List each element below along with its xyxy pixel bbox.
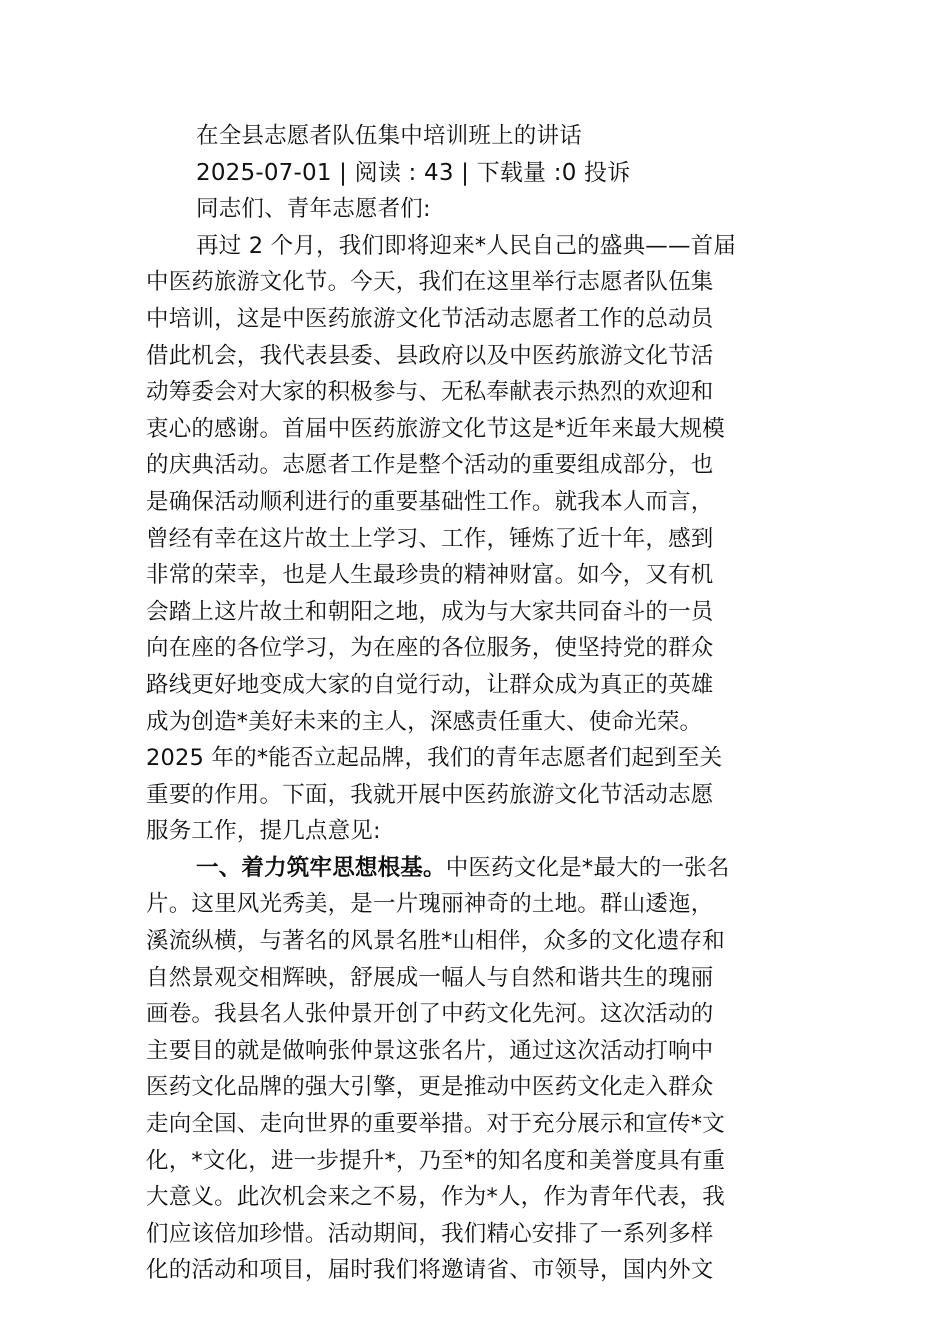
document-meta: 2025-07-01 | 阅读 : 43 | 下载量 :0 投诉 — [196, 159, 631, 186]
paragraph-line: 片。这里风光秀美，是一片瑰丽神奇的土地。群山逶迤， — [146, 891, 714, 918]
paragraph-line: 借此机会，我代表县委、县政府以及中医药旅游文化节活 — [146, 342, 714, 369]
section-1-first-line-text: 中医药文化是*最大的一张名 — [445, 854, 730, 881]
paragraph-line: 医药文化品牌的强大引擎，更是推动中医药文化走入群众 — [146, 1074, 714, 1101]
paragraph-line: 的庆典活动。志愿者工作是整个活动的重要组成部分，也 — [146, 452, 714, 479]
paragraph-line: 化，*文化，进一步提升*，乃至*的知名度和美誉度具有重 — [146, 1147, 726, 1174]
paragraph-line: 再过 2 个月，我们即将迎来*人民自己的盛典——首届 — [196, 232, 737, 259]
paragraph-line: 重要的作用。下面，我就开展中医药旅游文化节活动志愿 — [146, 781, 714, 808]
paragraph-line: 2025 年的*能否立起品牌，我们的青年志愿者们起到至关 — [146, 745, 723, 772]
paragraph-line: 画卷。我县名人张仲景开创了中药文化先河。这次活动的 — [146, 1001, 714, 1028]
paragraph-line: 大意义。此次机会来之不易，作为*人，作为青年代表，我 — [146, 1184, 725, 1211]
paragraph-line: 化的活动和项目，届时我们将邀请省、市领导，国内外文 — [146, 1257, 714, 1284]
section-1-heading: 一、着力筑牢思想根基。 — [196, 854, 446, 881]
paragraph-line: 向在座的各位学习，为在座的各位服务，使坚持党的群众 — [146, 635, 714, 662]
paragraph-line: 们应该倍加珍惜。活动期间，我们精心安排了一系列多样 — [146, 1220, 714, 1247]
paragraph-line: 成为创造*美好未来的主人，深感责任重大、使命光荣。 — [146, 708, 703, 735]
paragraph-line: 路线更好地变成大家的自觉行动，让群众成为真正的英雄 — [146, 671, 714, 698]
paragraph-line: 溪流纵横，与著名的风景名胜*山相伴，众多的文化遗存和 — [146, 928, 725, 955]
paragraph-line: 中培训，这是中医药旅游文化节活动志愿者工作的总动员 — [146, 305, 714, 332]
paragraph-line: 曾经有幸在这片故土上学习、工作，锤炼了近十年，感到 — [146, 525, 714, 552]
document-body — [146, 118, 816, 1289]
section-1-first-line — [146, 850, 816, 887]
paragraph-line: 走向全国、走向世界的重要举措。对于充分展示和宣传*文 — [146, 1111, 725, 1138]
paragraph-line: 衷心的感谢。首届中医药旅游文化节这是*近年来最大规模 — [146, 415, 725, 442]
salutation: 同志们、青年志愿者们: — [196, 196, 431, 223]
paragraph-line: 服务工作，提几点意见: — [146, 818, 381, 845]
document-title: 在全县志愿者队伍集中培训班上的讲话 — [196, 123, 582, 149]
paragraph-line: 中医药旅游文化节。今天，我们在这里举行志愿者队伍集 — [146, 269, 714, 296]
paragraph-line: 是确保活动顺利进行的重要基础性工作。就我本人而言， — [146, 488, 714, 515]
paragraph-line: 会踏上这片故土和朝阳之地，成为与大家共同奋斗的一员 — [146, 598, 714, 625]
paragraph-line: 动筹委会对大家的积极参与、无私奉献表示热烈的欢迎和 — [146, 379, 714, 406]
paragraph-line: 非常的荣幸，也是人生最珍贵的精神财富。如今，又有机 — [146, 562, 714, 589]
paragraph-line: 主要目的就是做响张仲景这张名片，通过这次活动打响中 — [146, 1037, 714, 1064]
paragraph-line: 自然景观交相辉映，舒展成一幅人与自然和谐共生的瑰丽 — [146, 964, 714, 991]
